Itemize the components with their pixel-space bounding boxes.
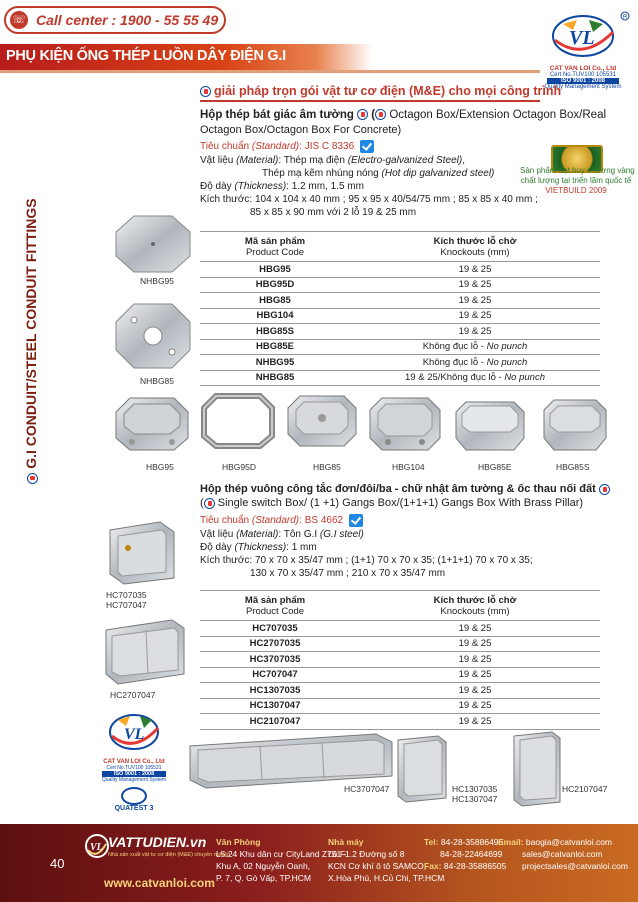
svg-text:VL: VL — [90, 842, 103, 853]
hbg85s-box-image — [540, 396, 610, 454]
thickness-label-en: (Thickness) — [234, 181, 287, 192]
col-code-en: Product Code — [245, 605, 305, 617]
product-code-cell: HC707035 — [200, 621, 350, 637]
thickness-label: Độ dày — [200, 181, 232, 192]
knockout-cell: 19 & 25 — [350, 277, 600, 293]
cvl-mini-icon — [204, 498, 215, 509]
hc3707047-box-image — [186, 730, 396, 792]
hbg85e-label: HBG85E — [478, 462, 512, 472]
cvl-mini-icon — [599, 484, 610, 495]
email-2[interactable]: sales@catvanloi.com — [522, 849, 603, 859]
logo-company-name: CAT VAN LOI Co., Ltd — [103, 759, 165, 765]
factory-label: Nhà máy — [328, 837, 364, 847]
square-title-en: ( Single switch Box/ (1 +1) Gangs Box/(1+1+1) Gangs Box With Brass Pillar) — [200, 497, 584, 509]
footer-brand: VATTUDIEN.vn — [108, 834, 207, 850]
office-label: Văn Phòng — [216, 837, 261, 847]
product-code-cell: HBG85E — [200, 339, 350, 355]
hc1307035-label-text: HC1307035 — [452, 784, 498, 794]
col-product-code — [200, 232, 350, 262]
standard-label: Tiêu chuẩn — [200, 141, 250, 153]
hc2107047-label: HC2107047 — [562, 784, 608, 794]
hbg85s-label: HBG85S — [556, 462, 590, 472]
table-row — [200, 621, 600, 637]
fax-label: Fax: — [424, 861, 442, 871]
hbg104-label: HBG104 — [392, 462, 425, 472]
square-size-2: 130 x 70 x 35/47 mm ; 210 x 70 x 35/47 mm — [250, 568, 446, 579]
col-knock-vi: Kích thước lỗ chờ — [433, 235, 517, 247]
company-logo — [533, 10, 633, 94]
col-knockouts — [350, 232, 600, 262]
hbg95-label: HBG95 — [146, 462, 174, 472]
table-row — [200, 293, 600, 309]
hc707035-box-image — [104, 518, 178, 586]
octagon-title-vi: Hộp thép bát giác âm tường — [200, 109, 354, 121]
hbg85-box-image — [284, 392, 360, 450]
table-row — [200, 652, 600, 668]
page-footer — [0, 824, 638, 902]
logo-qms: Quality Management System — [544, 84, 622, 90]
hbg85e-box-image — [452, 398, 528, 454]
award-text — [520, 166, 635, 196]
octagon-material-2 — [262, 167, 494, 180]
octagon-thickness — [200, 180, 364, 193]
product-code-cell: NHBG85 — [200, 370, 350, 386]
svg-text:R: R — [623, 14, 628, 21]
award-text-3: VIETBUILD 2009 — [545, 186, 607, 195]
logo-company-name: CAT VAN LOI Co., Ltd — [549, 65, 617, 72]
octagon-size-2: 85 x 85 x 90 mm với 2 lỗ 19 & 25 mm — [250, 207, 417, 218]
standard-value: : BS 4662 — [299, 515, 344, 527]
slogan-underline — [200, 100, 540, 102]
slogan-text: giải pháp trọn gói vật tư cơ điện (M&E) cho mọi công trình — [214, 84, 562, 98]
standard-label: Tiêu chuẩn — [200, 515, 250, 527]
col-code-en: Product Code — [245, 246, 305, 258]
square-title-en-text: Single switch Box/ (1 +1) Gangs Box/(1+1+1) Gangs Box With Brass Pillar) — [217, 497, 584, 509]
nhbg95-cover-image — [112, 212, 194, 276]
check-badge-icon — [360, 140, 374, 153]
standard-value: : JIS C 8336 — [299, 141, 355, 153]
knockout-cell: 19 & 25 — [350, 293, 600, 309]
col-knock-en: Knockouts (mm) — [440, 246, 510, 258]
factory-line-1: Lô F1.2 Đường số 8 — [328, 849, 405, 859]
logo-iso: ISO 9001 : 2008 — [102, 771, 166, 777]
knockout-cell: 19 & 25 — [350, 324, 600, 340]
table-row — [200, 667, 600, 683]
hc1307047-label-text: HC1307047 — [452, 794, 498, 804]
phone-icon: ☏ — [10, 11, 28, 29]
office-block — [216, 836, 346, 884]
octagon-size — [200, 193, 538, 206]
hbg95d-label: HBG95D — [222, 462, 257, 472]
page-number: 40 — [50, 856, 65, 871]
footer-website-link[interactable]: www.catvanloi.com — [104, 876, 215, 890]
square-size — [200, 554, 533, 567]
thickness-value: : 1.2 mm, 1.5 mm — [286, 181, 364, 192]
size-value-1: : 70 x 70 x 35/47 mm ; (1+1) 70 x 70 x 35; (1+1+1) 70 x 70 x 35; — [249, 555, 533, 566]
col-knock-vi: Kích thước lỗ chờ — [433, 594, 517, 606]
table-row — [200, 355, 600, 371]
table-row — [200, 636, 600, 652]
hc2707047-box-image — [102, 616, 188, 686]
hc3707047-label: HC3707047 — [344, 784, 390, 794]
material-value-2-en: (Hot dip galvanized steel) — [381, 168, 495, 179]
product-code-cell: HC3707035 — [200, 652, 350, 668]
table-row — [200, 308, 600, 324]
octagon-product-table — [200, 231, 600, 386]
award-text-2: chất lượng tại triển lãm quốc tế — [520, 176, 632, 185]
nhbg85-cover-image — [112, 300, 194, 372]
check-badge-icon — [349, 514, 363, 527]
fax-number: 84-28-35886505 — [443, 861, 507, 871]
square-thickness — [200, 541, 317, 554]
left-company-logo — [94, 706, 174, 818]
knockout-cell: Không đục lỗ - No punch — [350, 355, 600, 371]
hbg85-label: HBG85 — [313, 462, 341, 472]
table-row — [200, 370, 600, 386]
col-product-code — [200, 591, 350, 621]
call-center-text: Call center : 1900 - 55 55 49 — [36, 12, 219, 28]
product-code-cell: HC707047 — [200, 667, 350, 683]
side-category-label: G.I CONDUIT/STEEL CONDUIT FITTINGS — [23, 198, 39, 469]
square-material — [200, 528, 364, 541]
product-code-cell: HC2707035 — [200, 636, 350, 652]
square-title — [200, 482, 610, 496]
page-title-bar — [0, 44, 372, 70]
email-1[interactable]: baogia@catvanloi.com — [525, 837, 613, 847]
hc1307035-label — [452, 784, 497, 804]
knockout-cell: 19 & 25 — [350, 262, 600, 278]
tel-2: 84-28-22464699 — [440, 849, 503, 859]
table-header-row — [200, 591, 600, 621]
material-value-1: : Thép mạ điện — [278, 155, 345, 166]
octagon-title-en-2: Octagon Box/Octagon Box For Concrete) — [200, 124, 402, 136]
square-product-table — [200, 590, 600, 730]
knockout-cell: 19 & 25/Không đục lỗ - No punch — [350, 370, 600, 386]
octagon-title-en-1: Octagon Box/Extension Octagon Box/Real — [389, 109, 607, 121]
page-title: PHỤ KIỆN ỐNG THÉP LUỒN DÂY ĐIỆN G.I — [6, 48, 286, 64]
material-value-en: (G.I steel) — [319, 529, 364, 540]
table-row — [200, 683, 600, 699]
footer-brand-sub: Nhà sản xuất vật tư cơ điện (M&E) chuyên nghiệp — [108, 852, 231, 858]
hc1307035-box-image — [392, 734, 448, 804]
tel-1: 84-28-35886496 — [440, 837, 504, 847]
cvl-footer-icon — [84, 832, 110, 860]
thickness-label-en: (Thickness) — [234, 542, 287, 553]
knockout-cell: 19 & 25 — [350, 636, 600, 652]
knockout-cell: 19 & 25 — [350, 683, 600, 699]
office-line-1: L5.24 Khu dân cư CityLand Z751 - — [216, 849, 347, 859]
email-3[interactable]: projectsales@catvanloi.com — [522, 861, 628, 871]
size-label: Kích thước — [200, 194, 250, 205]
hbg95d-box-image — [200, 392, 276, 450]
product-code-cell: HBG95D — [200, 277, 350, 293]
size-label: Kích thước — [200, 555, 250, 566]
size-value-1: : 104 x 104 x 40 mm ; 95 x 95 x 40/54/75 mm ; 85 x 85 x 40 mm ; — [249, 194, 538, 205]
material-value-1-en: (Electro-galvanized Steel) — [347, 155, 463, 166]
product-code-cell: HBG85 — [200, 293, 350, 309]
material-value-2: Thép mạ kẽm nhúng nóng — [262, 168, 379, 179]
office-line-3: P. 7, Q. Gò Vấp, TP.HCM — [216, 873, 311, 883]
col-code-vi: Mã sản phẩm — [244, 235, 306, 247]
product-code-cell: HC1307035 — [200, 683, 350, 699]
product-code-cell: HC1307047 — [200, 698, 350, 714]
hc2107047-box-image — [508, 730, 562, 808]
product-code-cell: HBG95 — [200, 262, 350, 278]
table-row — [200, 262, 600, 278]
knockout-cell: 19 & 25 — [350, 621, 600, 637]
product-code-cell: NHBG95 — [200, 355, 350, 371]
slogan — [200, 84, 562, 104]
svg-text:VL: VL — [124, 726, 145, 743]
award-text-1: Sản phẩm đạt huy chương vàng — [520, 166, 635, 175]
cvl-logo-icon — [533, 10, 633, 60]
title-underline — [0, 70, 540, 73]
side-category-text — [23, 195, 45, 487]
table-row — [200, 698, 600, 714]
cvl-mini-icon — [375, 109, 386, 120]
knockout-cell: 19 & 25 — [350, 714, 600, 730]
hc707047-label-text: HC707047 — [106, 600, 147, 610]
email-block — [498, 836, 628, 872]
quatest-seal-icon — [121, 787, 147, 805]
nhbg95-label: NHBG95 — [140, 276, 175, 286]
hc2707047-label: HC2707047 — [110, 690, 156, 700]
col-knockouts — [350, 591, 600, 621]
material-label: Vật liệu — [200, 155, 234, 166]
product-code-cell: HBG85S — [200, 324, 350, 340]
material-value: : Tôn G.I — [278, 529, 318, 540]
cvl-mini-icon — [200, 86, 211, 97]
material-label-en: (Material) — [236, 529, 279, 540]
email-label: Email: — [498, 837, 524, 847]
logo-iso: ISO 9001 : 2008 — [547, 78, 619, 84]
knockout-cell: 19 & 25 — [350, 308, 600, 324]
product-code-cell: HC2107047 — [200, 714, 350, 730]
logo-cert: Cert No.TUV100 105531 — [106, 765, 162, 771]
knockout-cell: 19 & 25 — [350, 698, 600, 714]
col-knock-en: Knockouts (mm) — [440, 605, 510, 617]
office-line-2: Khu A, 02 Nguyễn Oanh, — [216, 861, 311, 871]
cvl-mini-icon — [357, 109, 368, 120]
hc707035-label — [106, 590, 147, 610]
octagon-material: Vật liệu (Material): Thép mạ điện (Electro-galvanized Steel), — [200, 155, 465, 166]
col-code-vi: Mã sản phẩm — [244, 594, 306, 606]
nhbg85-label: NHBG85 — [140, 376, 175, 386]
call-center-badge — [4, 6, 226, 34]
tel-label: Tel: — [424, 837, 439, 847]
hbg95-box-image — [112, 390, 192, 454]
table-row — [200, 339, 600, 355]
factory-line-3: X.Hòa Phú, H.Củ Chi, TP.HCM — [328, 873, 445, 883]
material-label-en: (Material) — [236, 155, 279, 166]
cvl-mini-icon — [27, 473, 38, 484]
logo-qms: Quality Management System — [101, 777, 167, 783]
svg-text:VL: VL — [569, 27, 595, 49]
knockout-cell: 19 & 25 — [350, 667, 600, 683]
standard-label-en: (Standard) — [251, 515, 300, 527]
square-standard — [200, 514, 363, 527]
hc707035-label-text: HC707035 — [106, 590, 147, 600]
quatest-label: QUATEST 3 — [114, 805, 154, 812]
knockout-cell: Không đục lỗ - No punch — [350, 339, 600, 355]
cvl-logo-icon — [94, 706, 174, 754]
factory-line-2: KCN Cơ khí ô tô SAMCO, — [328, 861, 427, 871]
logo-cert: Cert No.TUV100 105531 — [549, 72, 617, 78]
knockout-cell: 19 & 25 — [350, 652, 600, 668]
square-title-vi: Hộp thép vuông công tắc đơn/đôi/ba - chữ nhật âm tường & ốc thau nối đất — [200, 483, 596, 495]
octagon-title: Hộp thép bát giác âm tường ( Octagon Box/Extension Octagon Box/Real — [200, 109, 607, 121]
material-label: Vật liệu — [200, 529, 234, 540]
vattudien-logo — [84, 830, 231, 870]
contact-block — [424, 836, 506, 872]
table-row — [200, 277, 600, 293]
octagon-standard — [200, 140, 374, 153]
product-code-cell: HBG104 — [200, 308, 350, 324]
table-row — [200, 714, 600, 730]
table-header-row — [200, 232, 600, 262]
hbg104-box-image — [366, 392, 444, 454]
table-row — [200, 324, 600, 340]
thickness-label: Độ dày — [200, 542, 232, 553]
thickness-value: : 1 mm — [286, 542, 317, 553]
standard-label-en: (Standard) — [251, 141, 300, 153]
